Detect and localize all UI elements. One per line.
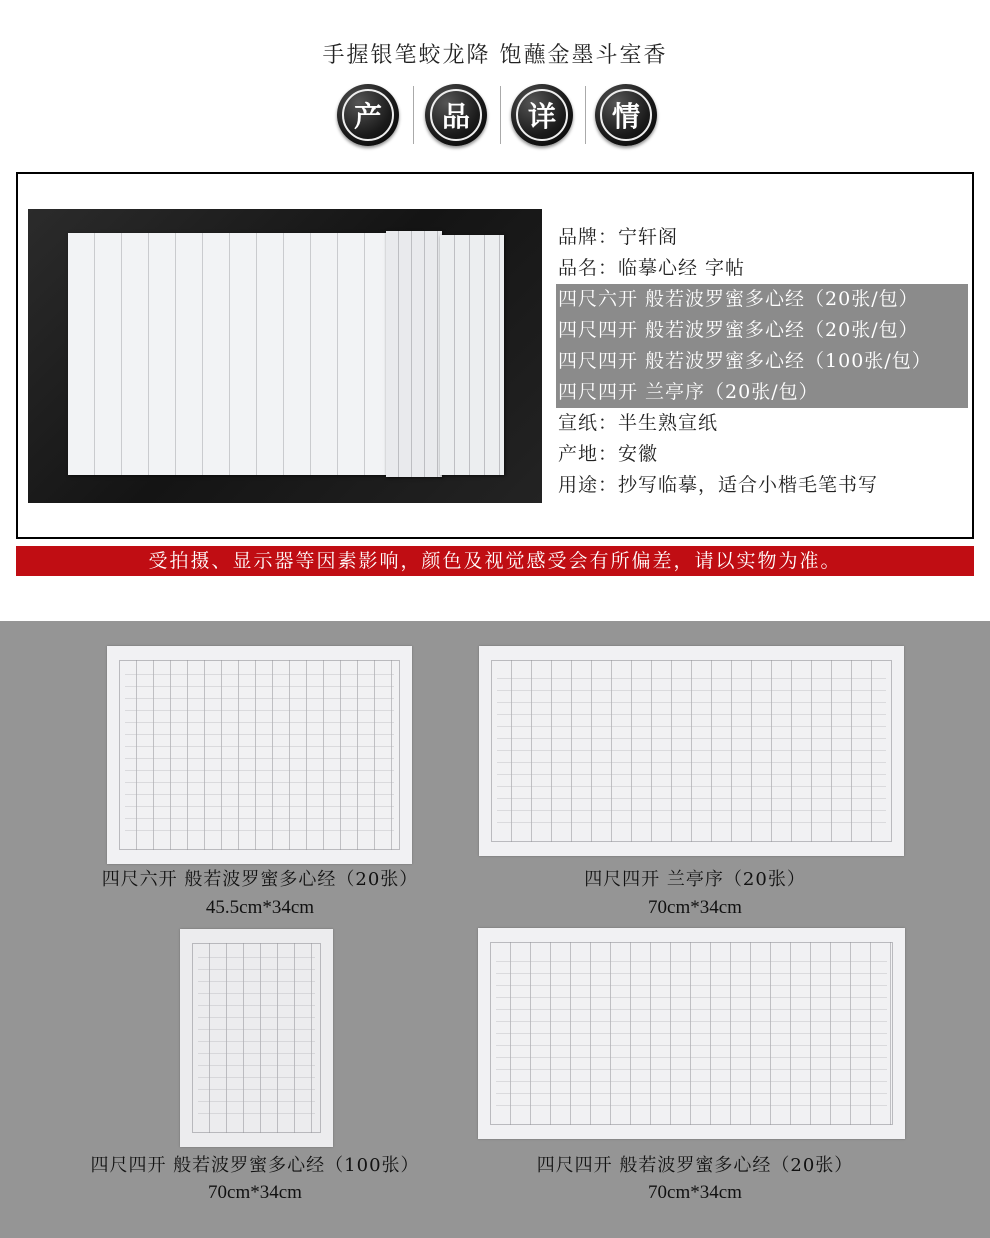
copybook-roll: [386, 231, 442, 477]
spec-variant: 四尺四开 般若波罗蜜多心经（100张/包）: [556, 346, 968, 377]
gallery-image-lanting-xu: [479, 646, 904, 856]
copybook-sheet: [68, 233, 398, 475]
product-gallery: [0, 621, 990, 1238]
badge-xiang-label: 详: [516, 89, 568, 141]
paper-text-lines: [198, 951, 315, 1125]
gallery-caption: 四尺四开 般若波罗蜜多心经（100张）: [90, 1155, 420, 1176]
badge-pin-label: 品: [430, 89, 482, 141]
spec-paper: 宣纸：半生熟宣纸: [558, 412, 719, 434]
spec-brand: 品牌：宁轩阁: [558, 226, 679, 248]
gallery-caption: 四尺四开 兰亭序（20张）: [584, 869, 806, 890]
badge-divider: [585, 86, 586, 144]
badge-qing: [595, 84, 657, 146]
badge-divider: [500, 86, 501, 144]
slogan: 手握银笔蛟龙降 饱蘸金墨斗室香: [322, 43, 668, 68]
badge-qing-label: 情: [600, 89, 652, 141]
paper-text-lines: [497, 668, 886, 834]
spec-origin: 产地：安徽: [558, 443, 659, 465]
spec-variant: 四尺四开 兰亭序（20张/包）: [556, 377, 968, 408]
product-photo: [28, 209, 542, 503]
spec-variant: 四尺六开 般若波罗蜜多心经（20张/包）: [556, 284, 968, 315]
spec-usage: 用途：抄写临摹，适合小楷毛笔书写: [558, 474, 879, 496]
gallery-caption: 四尺六开 般若波罗蜜多心经（20张）: [101, 869, 419, 890]
gallery-image-heart-sutra-100: [180, 929, 333, 1147]
product-detail-badges: [337, 84, 657, 146]
gallery-size: 70cm*34cm: [648, 897, 742, 918]
paper-text-lines: [496, 950, 887, 1117]
notice-bar: 受拍摄、显示器等因素影响，颜色及视觉感受会有所偏差，请以实物为准。: [16, 546, 974, 576]
spec-product-name: 品名：临摹心经 字帖: [558, 257, 746, 279]
badge-xiang: [511, 84, 573, 146]
badge-divider: [413, 86, 414, 144]
badge-chan: [337, 84, 399, 146]
gallery-caption: 四尺四开 般若波罗蜜多心经（20张）: [536, 1155, 854, 1176]
spec-variant: 四尺四开 般若波罗蜜多心经（20张/包）: [556, 315, 968, 346]
badge-chan-label: 产: [342, 89, 394, 141]
gallery-image-heart-sutra-4k: [478, 928, 905, 1139]
gallery-size: 70cm*34cm: [208, 1182, 302, 1203]
product-info-box: [16, 172, 974, 539]
gallery-size: 70cm*34cm: [648, 1182, 742, 1203]
gallery-image-heart-sutra-6k: [107, 646, 412, 864]
spec-list: [556, 222, 968, 501]
gallery-size: 45.5cm*34cm: [205, 897, 315, 918]
paper-text-lines: [125, 668, 394, 842]
badge-pin: [425, 84, 487, 146]
copybook-roll: [440, 235, 504, 475]
